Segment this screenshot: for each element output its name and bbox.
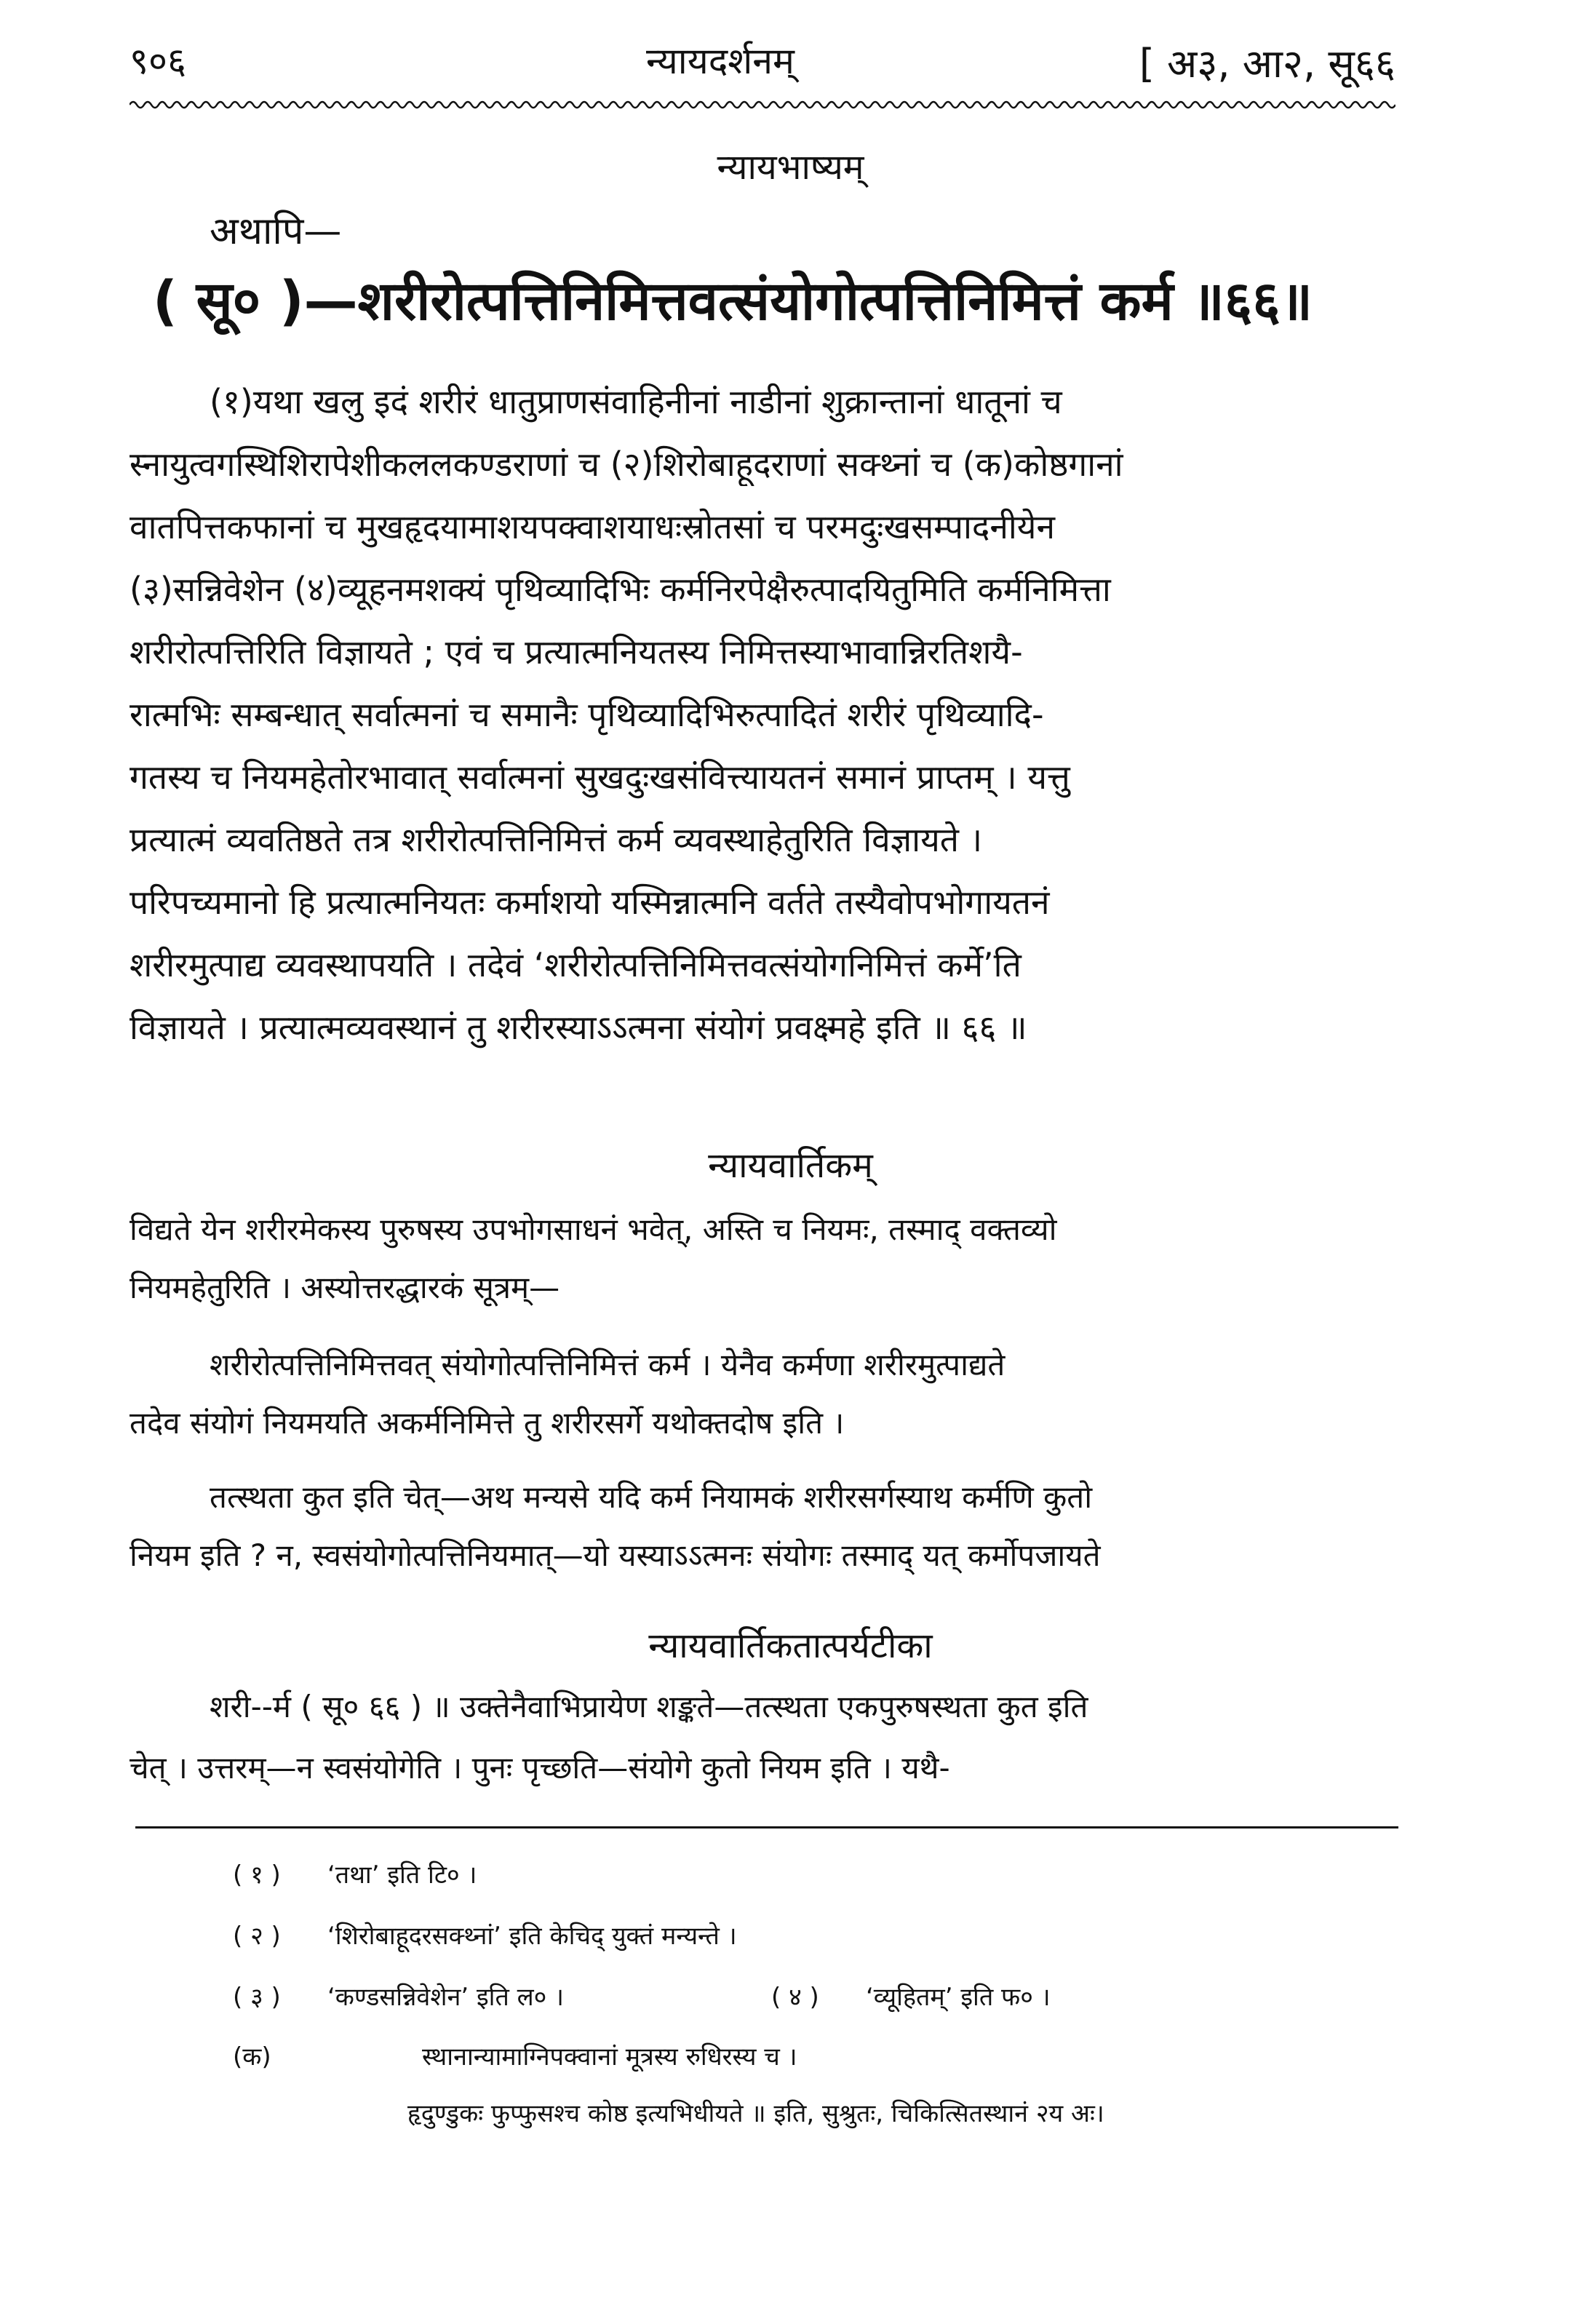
tika-line: चेत् । उत्तरम्—न स्वसंयोगेति । पुनः पृच्छति—संयोगे कुतो नियम इति । यथै- (130, 1750, 950, 1786)
footnote-2-text: ‘शिरोबाहूदरसक्थ्नां’ इति केचिद् युक्तं मन्यन्ते । (327, 1922, 737, 1951)
footnote-2-marker: ( २ ) (233, 1922, 281, 1951)
bhashya-line: स्नायुत्वगस्थिशिरापेशीकललकण्डराणां च (२)शिरोबाहूदराणां सक्थ्नां च (क)कोष्ठगानां (130, 445, 1123, 484)
footnote-4-text: ‘व्यूहितम्’ इति फ० । (866, 1983, 1051, 2012)
vartika-line: तदेव संयोगं नियमयति अकर्मनिमित्ते तु शरीरसर्गे यथोक्तदोष इति । (130, 1405, 845, 1441)
footnote-1-text: ‘तथा’ इति टि० । (327, 1861, 477, 1890)
bhashya-line: विज्ञायते । प्रत्यात्मव्यवस्थानं तु शरीरस्याऽऽत्मना संयोगं प्रवक्ष्महे इति ॥ ६६ ॥ (130, 1008, 1027, 1047)
footnote-1-marker: ( १ ) (233, 1861, 281, 1890)
vartika-line: नियम इति ? न, स्वसंयोगोत्पत्तिनियमात्—यो यस्याऽऽत्मनः संयोगः तस्माद् यत् कर्मोपजायते (130, 1537, 1101, 1573)
tika-heading: न्यायवार्तिकतात्पर्यटीका (648, 1625, 933, 1666)
tika-line: शरी--र्म ( सू० ६६ ) ॥ उक्तेनैवाभिप्रायेण शङ्कते—तत्स्थता एकपुरुषस्थता कुत इति (210, 1689, 1088, 1724)
book-title: न्यायदर्शनम् (646, 40, 795, 82)
bhashya-line: परिपच्यमानो हि प्रत्यात्मनियतः कर्माशयो यस्मिन्नात्मनि वर्तते तस्यैवोपभोगायतनं (130, 883, 1050, 922)
header-wavy-rule (130, 98, 1395, 112)
footnote-ka-continuation: हृदुण्डुकः फुप्फुसश्च कोष्ठ इत्यभिधीयते ॥ इति, सुश्रुतः, चिकित्सितस्थानं २य अः। (407, 2099, 1104, 2128)
vartika-heading: न्यायवार्तिकम् (708, 1145, 873, 1186)
vartika-line: नियमहेतुरिति । अस्योत्तरद्धारकं सूत्रम्— (130, 1270, 560, 1305)
footnote-4-marker: ( ४ ) (771, 1983, 819, 2012)
bhashya-heading: न्यायभाष्यम् (717, 147, 864, 188)
bhashya-intro: अथापि— (210, 210, 342, 253)
vartika-line: विद्यते येन शरीरमेकस्य पुरुषस्य उपभोगसाधनं भवेत्, अस्ति च नियमः, तस्माद् वक्तव्यो (130, 1211, 1057, 1247)
vartika-line: शरीरोत्पत्तिनिमित्तवत् संयोगोत्पत्तिनिमित्तं कर्म । येनैव कर्मणा शरीरमुत्पाद्यते (210, 1347, 1005, 1382)
bhashya-line: (१)यथा खलु इदं शरीरं धातुप्राणसंवाहिनीनां नाडीनां शुक्रान्तानां धातूनां च (210, 382, 1062, 421)
bhashya-line: गतस्य च नियमहेतोरभावात् सर्वात्मनां सुखदुःखसंवित्त्यायतनं समानं प्राप्तम् । यत्तु (130, 757, 1070, 797)
footnote-ka-marker: (क) (233, 2042, 271, 2072)
chapter-reference: [ अ३, आ२, सू६६ (1139, 41, 1395, 87)
page-number: ९०६ (130, 40, 186, 82)
bhashya-line: शरीरमुत्पाद्य व्यवस्थापयति । तदेवं ‘शरीरोत्पत्तिनिमित्तवत्संयोगनिमित्तं कर्मे’ति (130, 945, 1022, 984)
sutra-text: ( सू० )—शरीरोत्पत्तिनिमित्तवत्संयोगोत्पत्तिनिमित्तं कर्म ॥६६॥ (153, 270, 1313, 333)
bhashya-line: शरीरोत्पत्तिरिति विज्ञायते ; एवं च प्रत्यात्मनियतस्य निमित्तस्याभावान्निरतिशयै- (130, 632, 1023, 672)
bhashya-line: (३)सन्निवेशेन (४)व्यूहनमशक्यं पृथिव्यादिभिः कर्मनिरपेक्षैरुत्पादयितुमिति कर्मनिमित्ता (130, 570, 1111, 609)
bhashya-line: वातपित्तकफानां च मुखहृदयामाशयपक्वाशयाधःस्रोतसां च परमदुःखसम्पादनीयेन (130, 507, 1055, 546)
bhashya-line: रात्मभिः सम्बन्धात् सर्वात्मनां च समानैः पृथिव्यादिभिरुत्पादितं शरीरं पृथिव्यादि- (130, 695, 1044, 734)
running-header (130, 35, 1395, 93)
bhashya-line: प्रत्यात्मं व्यवतिष्ठते तत्र शरीरोत्पत्तिनिमित्तं कर्म व्यवस्थाहेतुरिति विज्ञायते । (130, 820, 983, 859)
footnote-3-text: ‘कण्डसन्निवेशेन’ इति ल० । (327, 1983, 565, 2012)
vartika-line: तत्स्थता कुत इति चेत्—अथ मन्यसे यदि कर्म नियामकं शरीरसर्गस्याथ कर्मणि कुतो (210, 1479, 1093, 1515)
footnote-rule (135, 1826, 1398, 1828)
footnote-ka-text: स्थानान्यामाग्निपक्वानां मूत्रस्य रुधिरस्य च । (422, 2042, 797, 2072)
footnote-3-marker: ( ३ ) (233, 1983, 281, 2012)
